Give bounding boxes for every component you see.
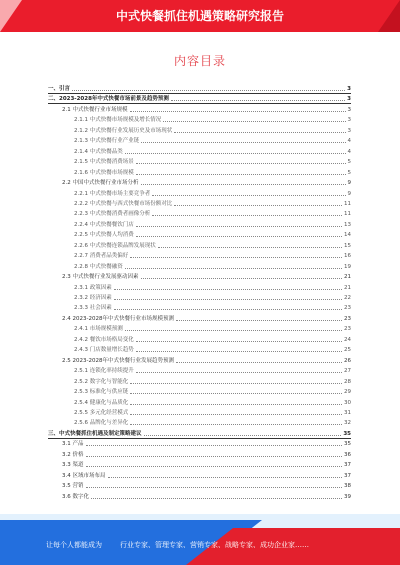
- toc-entry[interactable]: [74, 114, 351, 124]
- toc-dot-leader: [91, 498, 342, 499]
- toc-page-number: 39: [344, 493, 351, 500]
- toc-entry[interactable]: [74, 125, 351, 135]
- toc-page-number: 37: [344, 472, 351, 479]
- toc-entry[interactable]: [74, 208, 351, 218]
- toc-dot-leader: [108, 477, 343, 478]
- toc-page-number: 9: [347, 190, 351, 197]
- toc-page-number: 21: [344, 284, 351, 291]
- toc-page-number: 19: [344, 263, 351, 270]
- toc-dot-leader: [86, 487, 343, 488]
- toc-entry-title: 2.2.8 中式快餐融资: [74, 263, 123, 270]
- toc-page-number: 28: [344, 378, 351, 385]
- report-title: 中式快餐抓住机遇策略研究报告: [115, 9, 284, 23]
- toc-dot-leader: [163, 121, 345, 122]
- toc-page-number: 30: [344, 399, 351, 406]
- toc-entry[interactable]: [62, 104, 351, 114]
- toc-entry-title: 三、中式快餐抓住机遇及制定策略建议: [48, 430, 142, 437]
- toc-entry[interactable]: [74, 240, 351, 250]
- toc-dot-leader: [125, 330, 342, 331]
- toc-entry[interactable]: [62, 438, 351, 448]
- toc-entry-title: 2.4.2 餐饮市场格局变化: [74, 336, 134, 343]
- toc-page-number: 3: [347, 117, 351, 124]
- toc-page-number: 22: [344, 295, 351, 301]
- toc-entry[interactable]: [62, 271, 351, 281]
- toc-dot-leader: [72, 90, 345, 91]
- toc-page-number: 3: [347, 86, 351, 92]
- toc-entry-title: 2.4.3 门店数量增长趋势: [74, 347, 134, 354]
- toc-entry[interactable]: [74, 376, 351, 386]
- toc-entry[interactable]: [74, 198, 351, 208]
- toc-entry-title: 2.1.4 中式快餐品类: [74, 148, 123, 155]
- toc-entry-title: 3.3 渠道: [62, 462, 84, 469]
- toc-dot-leader: [114, 289, 342, 290]
- toc-entry-title: 2.5.2 数字化与智能化: [74, 378, 129, 385]
- toc-entry-title: 3.1 产品: [62, 441, 84, 448]
- toc-dot-leader: [125, 268, 342, 269]
- toc-page-number: 3: [347, 96, 351, 103]
- toc-entry-title: 2.2.3 中式快餐消费者画像分析: [74, 211, 151, 218]
- footer-slogan-right: 行业专家、管理专家、营销专家、战略专家、成功企业家……: [120, 541, 309, 549]
- toc-entry[interactable]: [74, 334, 351, 344]
- toc-entry[interactable]: [48, 83, 351, 93]
- toc-page-number: 16: [344, 253, 351, 260]
- toc-entry[interactable]: [74, 167, 351, 177]
- toc-page-number: 9: [347, 180, 351, 187]
- toc-entry[interactable]: [62, 480, 351, 490]
- toc-entry-title: 2.5.3 标准化与供应链: [74, 389, 129, 396]
- toc-page-number: 14: [344, 232, 351, 239]
- toc-page-number: 36: [344, 451, 351, 458]
- toc-dot-leader: [86, 445, 343, 446]
- toc-page-number: 32: [344, 420, 351, 427]
- toc-page-number: 3: [347, 106, 351, 113]
- toc-page-number: 23: [344, 315, 351, 322]
- toc-entry-title: 2.2.1 中式快餐市场主要竞争者: [74, 190, 151, 197]
- toc-entry-title: 2.3 中式快餐行业发展驱动因素: [62, 274, 139, 281]
- toc-entry[interactable]: [74, 323, 351, 333]
- toc-entry[interactable]: [62, 313, 351, 323]
- toc-entry-title: 2.3.3 社会因素: [74, 305, 112, 312]
- toc-entry[interactable]: [74, 407, 351, 417]
- toc-entry[interactable]: [74, 282, 351, 292]
- toc-dot-leader: [136, 351, 342, 352]
- toc-entry-title: 3.6 数字化: [62, 493, 89, 500]
- toc-entry[interactable]: [74, 344, 351, 354]
- toc-entry-title: 3.2 价格: [62, 451, 84, 458]
- toc-page-number: 25: [344, 347, 351, 354]
- toc-entry[interactable]: [74, 188, 351, 198]
- toc-dot-leader: [130, 404, 342, 405]
- toc-entry-title: 二、2023-2028年中式快餐市场前景及趋势预测: [48, 96, 169, 103]
- toc-page-number: 38: [344, 483, 351, 490]
- toc-dot-leader: [130, 383, 342, 384]
- toc-entry-title: 2.2.6 中式快餐连锁品牌发展现状: [74, 242, 156, 249]
- toc-dot-leader: [130, 424, 342, 425]
- toc-entry-title: 2.2.5 中式快餐人均消费: [74, 232, 134, 239]
- toc-entry[interactable]: [74, 146, 351, 156]
- toc-dot-leader: [136, 341, 342, 342]
- toc-heading: 内容目录: [173, 54, 226, 68]
- toc-entry-title: 3.4 区域市场布局: [62, 472, 106, 479]
- toc-entry[interactable]: [74, 302, 351, 312]
- toc-dot-leader: [171, 100, 345, 101]
- toc-page-number: 29: [344, 389, 351, 396]
- toc-entry[interactable]: [74, 229, 351, 239]
- toc-entry[interactable]: [74, 219, 351, 229]
- toc-page-number: 35: [343, 430, 351, 437]
- toc-dot-leader: [125, 153, 346, 154]
- toc-entry-title: 2.5.6 品牌化与差异化: [74, 420, 129, 427]
- toc-dot-leader: [141, 278, 343, 279]
- toc-dot-leader: [136, 372, 342, 373]
- toc-page-number: 27: [344, 368, 351, 375]
- toc-dot-leader: [136, 174, 346, 175]
- toc-entry[interactable]: [62, 177, 351, 187]
- toc-dot-leader: [158, 247, 342, 248]
- toc-page-number: 37: [344, 462, 351, 469]
- toc-dot-leader: [152, 195, 345, 196]
- toc-dot-leader: [174, 205, 342, 206]
- toc-dot-leader: [130, 414, 342, 415]
- toc-entry-title: 2.1.2 中式快餐行业发展历史及市场现状: [74, 127, 173, 134]
- toc-dot-leader: [86, 456, 343, 457]
- toc-dot-leader: [176, 320, 342, 321]
- toc-entry-title: 3.5 营销: [62, 483, 84, 490]
- toc-entry-title: 2.1.3 中式快餐行业产业链: [74, 138, 140, 145]
- toc-dot-leader: [176, 362, 342, 363]
- toc-entry-title: 2.1 中式快餐行业市场规模: [62, 106, 128, 113]
- toc-page-number: 35: [344, 441, 351, 448]
- toc-page-number: 23: [344, 305, 351, 312]
- toc-page-number: 11: [344, 211, 351, 218]
- footer-slogan-left: 让每个人都能成为: [46, 541, 102, 549]
- toc-entry-title: 2.2 中国中式快餐行业市场分析: [62, 180, 139, 187]
- toc-page-number: 5: [347, 159, 351, 166]
- toc-entry[interactable]: [74, 156, 351, 166]
- toc-page-number: 11: [344, 200, 351, 207]
- toc-entry[interactable]: [74, 386, 351, 396]
- toc-entry[interactable]: [74, 250, 351, 260]
- toc-entry-title: 2.2.4 中式快餐餐饮门店: [74, 221, 134, 228]
- toc-page-number: 31: [344, 409, 351, 416]
- toc-dot-leader: [174, 132, 345, 133]
- toc-entry-title: 2.3.1 政策因素: [74, 284, 112, 291]
- toc-entry-title: 2.5.5 多元化经营模式: [74, 409, 129, 416]
- toc-entry[interactable]: [74, 365, 351, 375]
- toc-dot-leader: [114, 299, 342, 300]
- toc-dot-leader: [141, 184, 346, 185]
- toc-dot-leader: [136, 236, 342, 237]
- toc-entry[interactable]: [62, 459, 351, 469]
- toc-page-number: 24: [344, 336, 351, 343]
- toc-page-number: 21: [344, 274, 351, 281]
- toc-page-number: 5: [347, 169, 351, 176]
- toc-page-number: 13: [344, 221, 351, 228]
- toc-dot-leader: [136, 163, 346, 164]
- toc-entry-title: 2.1.6 中式快餐市场规模: [74, 169, 134, 176]
- toc-entry[interactable]: [74, 417, 351, 427]
- toc-dot-leader: [130, 393, 342, 394]
- toc-entry[interactable]: [62, 470, 351, 480]
- toc-entry-title: 2.4.1 市场规模预测: [74, 326, 123, 333]
- toc-entry-title: 2.3.2 经济因素: [74, 295, 112, 301]
- toc-entry[interactable]: [62, 449, 351, 459]
- toc-dot-leader: [86, 466, 343, 467]
- toc-entry[interactable]: [74, 292, 351, 302]
- toc-page-number: 4: [347, 138, 351, 145]
- toc-entry[interactable]: [74, 135, 351, 145]
- toc-dot-leader: [136, 226, 342, 227]
- toc-dot-leader: [144, 435, 342, 436]
- toc-entry[interactable]: [74, 397, 351, 407]
- toc-entry[interactable]: [62, 355, 351, 365]
- toc-entry-title: 一、引言: [48, 86, 71, 92]
- toc-entry-title: 2.4 2023-2028年中式快餐行业市场规模预测: [62, 315, 174, 322]
- toc-dot-leader: [152, 215, 342, 216]
- toc-entry-title: 2.5.4 健康化与品质化: [74, 399, 129, 406]
- toc-entry-title: 2.2.2 中式快餐与西式快餐市场份额对比: [74, 200, 173, 207]
- toc-entry[interactable]: [62, 491, 351, 501]
- toc-dot-leader: [130, 111, 346, 112]
- toc-entry-title: 2.1.5 中式快餐消费场景: [74, 159, 134, 166]
- toc-entry[interactable]: [74, 261, 351, 271]
- toc-entry[interactable]: [48, 93, 351, 103]
- toc-dot-leader: [114, 309, 342, 310]
- toc-page-number: 23: [344, 326, 351, 333]
- toc-dot-leader: [141, 142, 345, 143]
- toc-page-number: 4: [347, 148, 351, 155]
- toc-entry-title: 2.1.1 中式快餐市场规模及增长情况: [74, 117, 162, 124]
- toc-entry-title: 2.2.7 消费者品类偏好: [74, 253, 129, 260]
- toc-page-number: 26: [344, 357, 351, 364]
- toc-entry-title: 2.5 2023-2028年中式快餐行业发展趋势预测: [62, 357, 174, 364]
- toc-page-number: 15: [344, 242, 351, 249]
- toc-entry-title: 2.5.1 连锁化率持续提升: [74, 368, 134, 375]
- toc-dot-leader: [130, 257, 342, 258]
- toc-entry[interactable]: [48, 428, 351, 438]
- toc-page-number: 3: [347, 127, 351, 134]
